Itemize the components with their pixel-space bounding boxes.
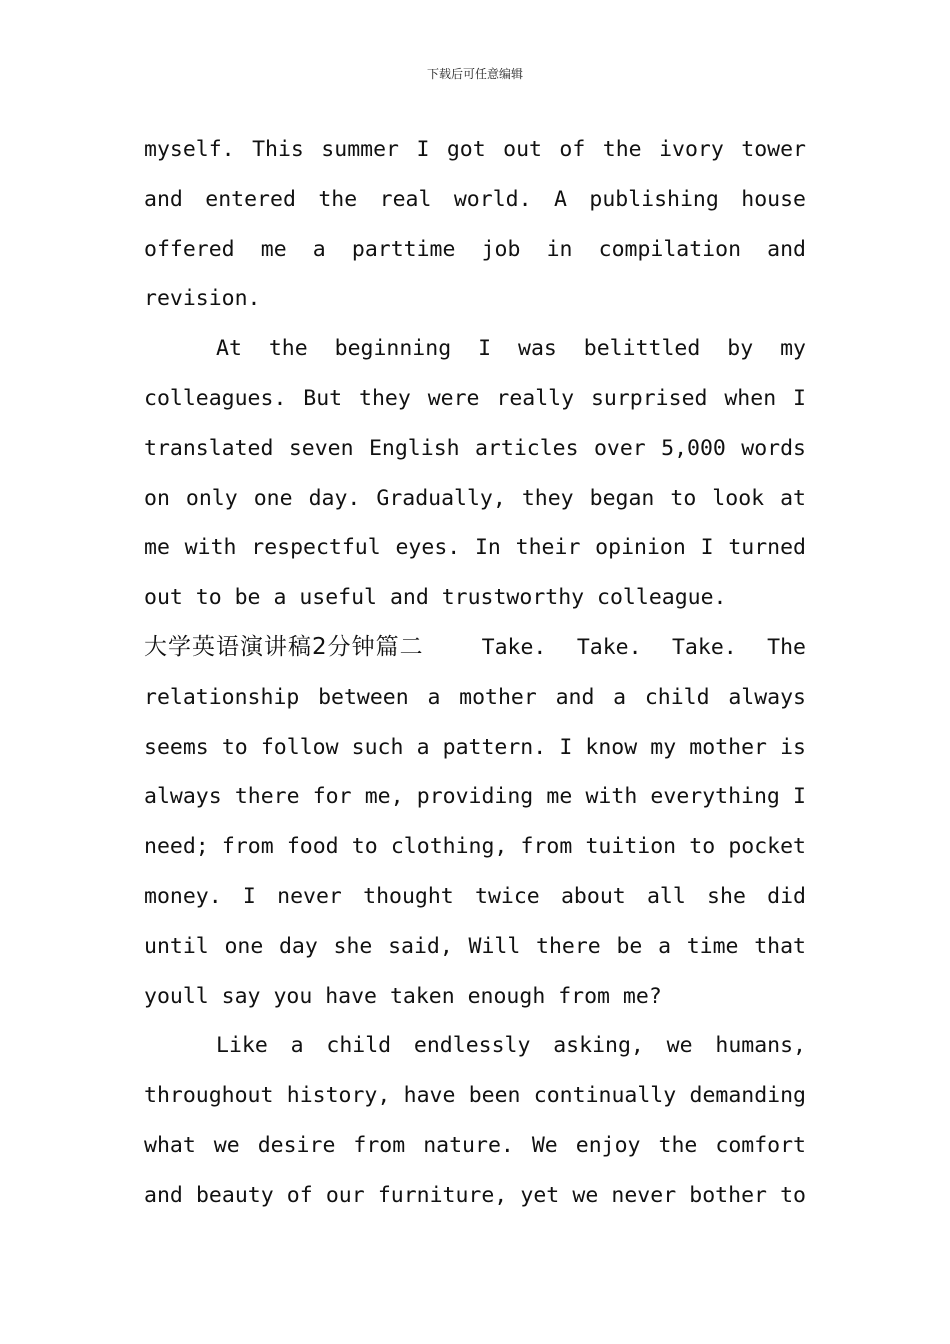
text-line: translated seven English articles over 5,000 words: [144, 435, 806, 461]
text-line: colleagues. But they were really surprised when I: [144, 385, 806, 411]
text-line: throughout history, have been continually demanding: [144, 1083, 806, 1109]
text-line: what we desire from nature. We enjoy the comfort: [144, 1132, 806, 1158]
text-line: Like a child endlessly asking, we humans,: [216, 1033, 806, 1059]
section-heading: 大学英语演讲稿2分钟篇二: [144, 633, 424, 660]
paragraph-1: [144, 125, 806, 324]
text-line: and beauty of our furniture, yet we never bother to: [144, 1182, 806, 1208]
text-line: offered me a parttime job in compilation and: [144, 236, 806, 262]
document-body: [144, 125, 806, 1221]
page-header: 下载后可任意编辑: [426, 67, 523, 81]
text-line: Take. Take. Take. The: [481, 634, 806, 660]
text-line: seems to follow such a pattern. I know my mother is: [144, 734, 806, 760]
text-line: until one day she said, Will there be a time that: [144, 933, 806, 959]
paragraph-2: [144, 324, 806, 623]
text-line: out to be a useful and trustworthy colleague.: [144, 585, 727, 611]
text-line: youll say you have taken enough from me?: [144, 983, 662, 1009]
text-line: money. I never thought twice about all she did: [144, 883, 806, 909]
text-line: need; from food to clothing, from tuition to pocket: [144, 834, 806, 860]
text-line: myself. This summer I got out of the ivory tower: [144, 137, 806, 162]
text-line: relationship between a mother and a child always: [144, 684, 806, 710]
paragraph-4: [144, 1021, 806, 1220]
section-heading-line: [144, 623, 806, 673]
text-line: me with respectful eyes. In their opinion I turned: [144, 535, 806, 561]
text-line: and entered the real world. A publishing house: [144, 186, 806, 212]
text-line: revision.: [144, 286, 261, 312]
text-line: on only one day. Gradually, they began to look at: [144, 485, 806, 511]
text-line: always there for me, providing me with everything I: [144, 784, 806, 810]
paragraph-3: [144, 673, 806, 1022]
text-line: At the beginning I was belittled by my: [216, 336, 806, 362]
